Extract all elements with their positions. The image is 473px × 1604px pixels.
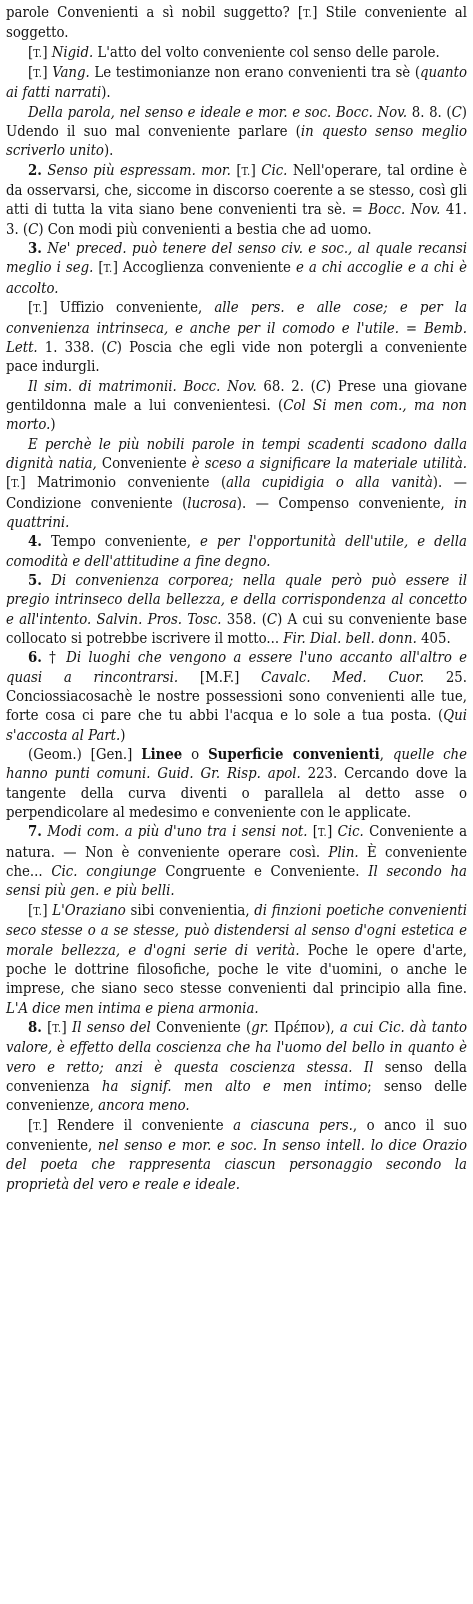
entry-paragraph: Della parola, nel senso e ideale e mor. e soc. Bocc. Nov. 8. 8. (C) Udendo il suo mal conveniente parlare (in questo senso meglio scriverlo unito).	[6, 103, 467, 160]
entry-paragraph: 8. [T.] Il senso del Conveniente (gr. Πρέπον), a cui Cic. dà tanto valore, è effetto della coscienza che ha l'uomo del bello in quanto è vero e retto; anzi è questa coscienza stessa. Il senso della convenienza ha signif. men alto e men intimo; senso delle convenienze, ancora meno.	[6, 1018, 468, 1115]
entry-paragraph: [T.] Vang. Le testimonianze non erano convenienti tra sè (quanto ai fatti narrati).	[6, 64, 467, 102]
entry-paragraph: 7. Modi com. a più d'uno tra i sensi not. [T.] Cic. Conveniente a natura. — Non è conveniente operare così. Plin. È conveniente che... Cic. congiunge Congruente e Conveniente. Il secondo ha sensi più gen. e più belli.	[6, 823, 468, 900]
entry-paragraph: [T.] L'Oraziano sibi convenientia, di finzioni poetiche convenienti seco stesse o a se stesse, può distendersi al senso d'ogni estetica e morale bellezza, e d'ogni serie di verità. Poche le opere d'arte, poche le dottrine filosofiche, poche le vite d'uomini, o anche le imprese, che siano seco stesse convenienti dal principio alla fine. L'A dice men intima e piena armonia.	[6, 901, 467, 1017]
entry-paragraph: 2. Senso più espressam. mor. [T.] Cic. Nell'operare, tal ordine è da osservarsi, che, siccome in discorso coerente a se stesso, così gli atti di tutta la vita siano bene convenienti tra sè. = Bocc. Nov. 41. 3. (C) Con modi più convenienti a bestia che ad uomo.	[6, 161, 468, 238]
entry-paragraph: 5. Di convenienza corporea; nella quale però può essere il pregio intrinseco della bellezza, e della corrispondenza al concetto e all'intento. Salvin. Pros. Tosc. 358. (C) A cui su conveniente base collocato si potrebbe iscrivere il motto... Fir. Dial. bell. donn. 405.	[6, 571, 467, 647]
entry-paragraph: Il sim. di matrimonii. Bocc. Nov. 68. 2. (C) Prese una giovane gentildonna male a lui convenientesi. (Col Si men com., ma non morto.)	[6, 377, 467, 434]
entry-paragraph: 6. † Di luoghi che vengono a essere l'uno accanto all'altro e quasi a rincontrarsi. [M.F.] Cavalc. Med. Cuor. 25. Conciossiacosachè le nostre possessioni sono convenienti alle tue, forte cosa ci pare che tu abbi l'acqua e lo sole a tua posta. (Qui s'accosta al Part.)	[6, 649, 467, 744]
entry-paragraph: [T.] Rendere il conveniente a ciascuna pers., o anco il suo conveniente, nel senso e mor. e soc. In senso intell. lo dice Orazio del poeta che rappresenta ciascun personaggio secondo la proprietà del vero e reale e ideale.	[6, 1116, 467, 1193]
entry-paragraph: 3. Ne' preced. può tenere del senso civ. e soc., al quale recansi meglio i seg. [T.] Accoglienza conveniente e a chi accoglie e a chi è accolto.	[6, 240, 468, 297]
entry-paragraph: [T.] Uffizio conveniente, alle pers. e alle cose; e per la convenienza intrinseca, e anche per il comodo e l'utile. = Bemb. Lett. 1. 338. (C) Poscia che egli vide non potergli a conveniente pace indurgli.	[6, 299, 468, 376]
entry-paragraph: [T.] Nigid. L'atto del volto conveniente col senso delle parole.	[28, 43, 440, 61]
entry-paragraph: (Geom.) [Gen.] Linee o Superficie convenienti, quelle che hanno punti comuni. Guid. Gr. Risp. apol. 223. Cercando dove la tangente della curva diventi o parallela al detto asse o perpendicolare al medesimo e conveniente con le applicate.	[6, 746, 467, 822]
entry-paragraph: E perchè le più nobili parole in tempi scadenti scadono dalla dignità natia, Conveniente è sceso a significare la materiale utilità. [T.] Matrimonio conveniente (alla cupidigia o alla vanità). — Condizione conveniente (lucrosa). — Compenso conveniente, in quattrini.	[6, 435, 467, 531]
entry-paragraph: 4. Tempo conveniente, e per l'opportunità dell'utile, e della comodità e dell'attitudine a fine degno.	[6, 533, 467, 570]
entry-paragraph: parole Convenienti a sì nobil suggetto? [T.] Stile conveniente al soggetto.	[6, 4, 467, 42]
